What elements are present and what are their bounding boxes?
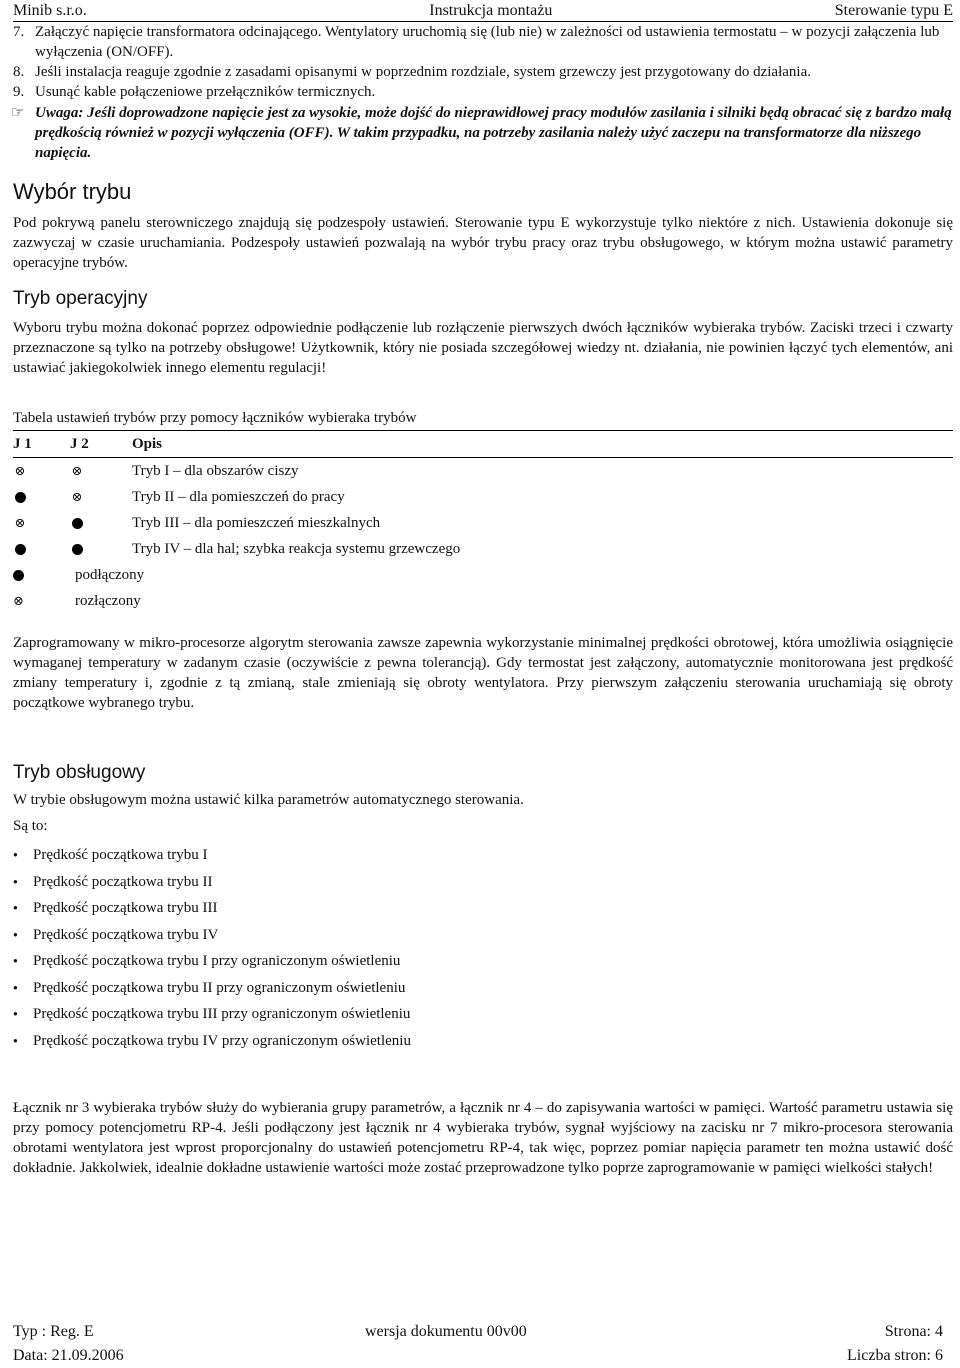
filled-circle-icon	[15, 541, 26, 557]
footer-page-number: Strona: 4	[884, 1323, 943, 1340]
list-item: ● Prędkość początkowa trybu II	[13, 869, 953, 896]
steps-list	[13, 22, 953, 102]
crossed-circle-icon: ⊗	[13, 593, 24, 608]
crossed-circle-icon: ⊗	[14, 515, 26, 530]
row-description: Tryb I – dla obszarów ciszy	[132, 463, 299, 479]
service-intro: W trybie obsługowym można ustawić kilka parametrów automatycznego sterowania.	[13, 792, 524, 808]
warning-text: Uwaga: Jeśli doprowadzone napięcie jest za wysokie, może dojść do nieprawidłowej pracy modułów zasilania i silniki będą obracać się z bardzo małą prędkością również w pozycji wyłączenia (OFF). W takim przypadku, na potrzeby zasilania należy użyć zaczepu na transformatorze dla niższego napięcia.	[35, 105, 952, 161]
list-item: 8. Jeśli instalacja reaguje zgodnie z zasadami opisanymi w poprzednim rozdziale, system grzewczy jest przygotowany do działania.	[13, 64, 811, 80]
list-item: ● Prędkość początkowa trybu I	[13, 842, 953, 869]
legend-disconnected: ⊗ rozłączony	[13, 593, 141, 609]
column-header-j2: J 2	[70, 431, 132, 458]
mode-settings-table	[13, 430, 953, 562]
section-title-service-mode: Tryb obsługowy	[13, 762, 146, 783]
page-header	[13, 0, 953, 22]
table-row	[13, 484, 953, 510]
operating-after-text: Zaprogramowany w mikro-procesorze algorytm sterowania zawsze zapewnia wykorzystanie minimalnej prędkości obrotowej, która umożliwia osiągnięcie wymaganej temperatury w zadanym czasie (oczywiście z pewna tolerancją). Gdy termostat jest załączony, automatycznie monitorowana jest prędkość zmiany temperatury i, zgodnie z tą zmianą, stale zmieniają się obroty wentylatora. Przy pierwszym załączeniu sterowania uruchamiają się obroty początkowe wybranego trybu.	[13, 635, 953, 711]
service-intro-2: Są to:	[13, 818, 48, 834]
header-product: Sterowanie typu E	[834, 2, 953, 19]
list-item: ● Prędkość początkowa trybu I przy ograniczonym oświetleniu	[13, 948, 953, 975]
pointing-hand-icon: ☞	[11, 105, 25, 121]
table-header-row	[13, 431, 953, 458]
list-item: ● Prędkość początkowa trybu IV przy ograniczonym oświetleniu	[13, 1028, 953, 1055]
document-page	[13, 0, 953, 1178]
filled-circle-icon	[13, 567, 24, 583]
legend-connected: podłączony	[13, 562, 953, 588]
crossed-circle-icon: ⊗	[71, 463, 83, 478]
row-description: Tryb III – dla pomieszczeń mieszkalnych	[132, 515, 381, 531]
row-description: Tryb IV – dla hal; szybka reakcja systemu grzewczego	[132, 541, 461, 557]
service-text: Łącznik nr 3 wybieraka trybów służy do wybierania grupy parametrów, a łącznik nr 4 – do zapisywania wartości w pamięci. Wartość parametru ustawia się przy pomocy potencjometru RP-4. Jeśli podłączony jest łącznik nr 4 wybieraka trybów, sygnał wyjściowy na zacisku nr 7 mikro-procesora sterowania obrotami wentylatora jest wprost proporcjonalny do ustawień potencjometru RP-4, tak więc, poprzez pomiar napięcia parametr ten można ustawić dość dokładnie. Jakkolwiek, idealnie dokładne ustawienie wartości może zostać przeprowadzone tylko poprze zaprogramowanie w pamięci wielkości stałych!	[13, 1100, 953, 1176]
list-item: ● Prędkość początkowa trybu IV	[13, 922, 953, 949]
footer-date: Data: 21.09.2006	[13, 1347, 124, 1364]
row-description: Tryb II – dla pomieszczeń do pracy	[132, 489, 345, 505]
page-footer	[13, 1320, 943, 1368]
list-item: 7. Załączyć napięcie transformatora odcinającego. Wentylatory uruchomią się (lub nie) w zależności od ustawienia termostatu – w pozycji załączenia lub wyłączenia (ON/OFF).	[13, 24, 940, 60]
table-row	[13, 536, 953, 562]
filled-circle-icon	[72, 515, 83, 531]
footer-type: Typ : Reg. E	[13, 1323, 94, 1340]
header-company: Minib s.r.o.	[13, 2, 87, 19]
service-parameters-list	[13, 842, 953, 1054]
crossed-circle-icon: ⊗	[14, 463, 26, 478]
mode-selection-text: Pod pokrywą panelu sterowniczego znajdują się podzespoły ustawień. Sterowanie typu E wykorzystuje tylko niektóre z nich. Ustawienia dokonuje się zazwyczaj w czasie uruchamiania. Podzespoły ustawień pozwalają na wybór trybu pracy oraz trybu obsługowego, w którym można ustawić parametry operacyjne trybów.	[13, 215, 953, 271]
list-item: 9. Usunąć kable połączeniowe przełączników termicznych.	[13, 84, 376, 100]
list-item: ● Prędkość początkowa trybu II przy ograniczonym oświetleniu	[13, 975, 953, 1002]
table-row	[13, 458, 953, 485]
crossed-circle-icon: ⊗	[71, 489, 83, 504]
footer-version: wersja dokumentu 00v00	[365, 1323, 527, 1340]
footer-page-count: Liczba stron: 6	[847, 1347, 943, 1364]
operating-mode-text: Wyboru trybu można dokonać poprzez odpowiednie podłączenie lub rozłączenie pierwszych dwóch łączników wybieraka trybów. Zaciski trzeci i czwarty przeznaczone są tylko na potrzeby obsługowe! Użytkownik, który nie posiada szczegółowej wiedzy nt. działania, nie powinien łączyć tych elementów, ani ustawiać jakiegokolwiek innego elementu regulacji!	[13, 320, 953, 376]
column-header-j1: J 1	[13, 431, 70, 458]
section-title-operating-mode: Tryb operacyjny	[13, 288, 148, 309]
section-title-mode-selection: Wybór trybu	[13, 179, 132, 204]
warning-note	[13, 103, 953, 163]
table-row	[13, 510, 953, 536]
column-header-description: Opis	[132, 431, 953, 458]
list-item: ● Prędkość początkowa trybu III przy ograniczonym oświetleniu	[13, 1001, 953, 1028]
header-doc-title: Instrukcja montażu	[429, 2, 553, 19]
filled-circle-icon	[15, 489, 26, 505]
list-item: ● Prędkość początkowa trybu III	[13, 895, 953, 922]
table-caption: Tabela ustawień trybów przy pomocy łączników wybieraka trybów	[13, 410, 417, 426]
filled-circle-icon	[72, 541, 83, 557]
